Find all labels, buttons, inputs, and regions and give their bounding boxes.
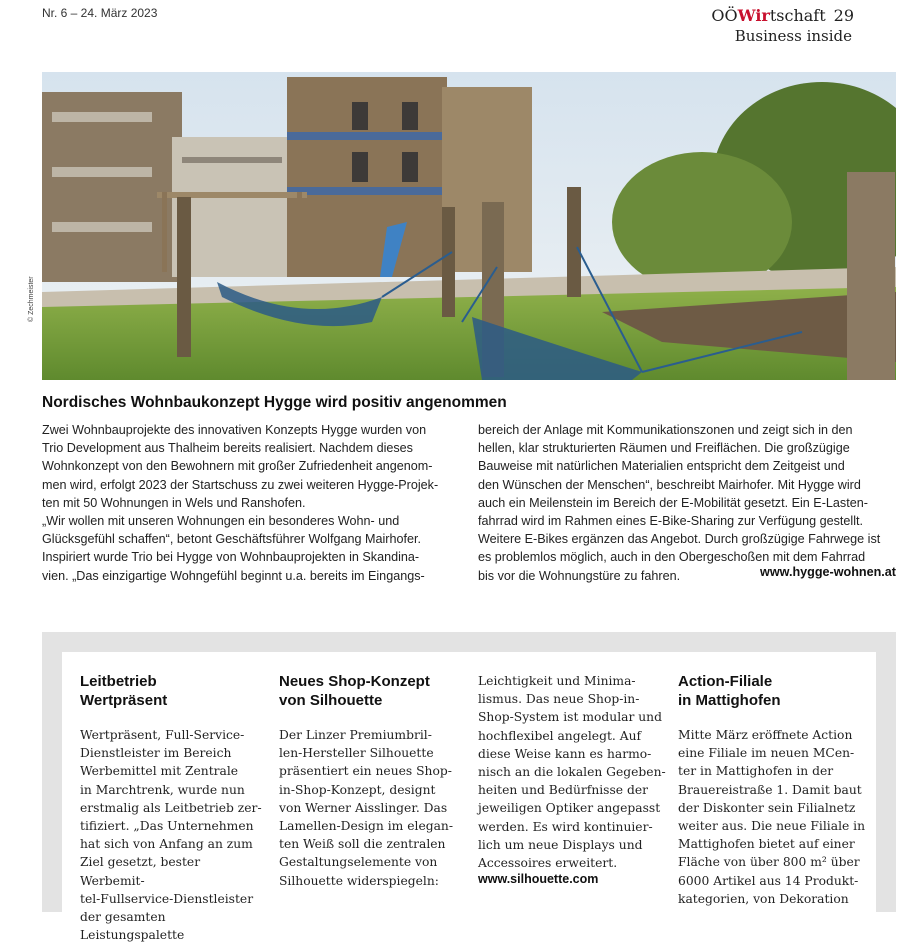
section-title: Business inside bbox=[734, 27, 852, 45]
news-heading-action: Action-Filiale in Mattighofen bbox=[678, 673, 781, 709]
news-text-silhouette-continued: Leichtigkeit und Minima- lismus. Das neue Shop-in- Shop-System ist modular und hochflexibel angelegt. Auf diese Weise kann es harmo- nisch an die lokalen Gegeben- heiten und Bedürfnisse der jeweiligen Optiker angepasst werden. Es wird kontinuier- lich um neue Displays und Accessoires erweitert. bbox=[478, 674, 666, 871]
photo-credit: © Zechmeister bbox=[28, 276, 35, 322]
news-heading-silhouette: Neues Shop-Konzept von Silhouette bbox=[279, 673, 430, 709]
news-text-action: Mitte März eröffnete Action eine Filiale im neuen MCen- ter in Mattighofen in der Brauereistraße 1. Damit baut der Diskonter sein Filialnetz weiter aus. Die neue Filiale in Mattighofen bietet auf einer Fläche von über 800 m² über 6000 Artikel aus 14 Produkt- kategorien, von Dekoration bbox=[678, 728, 866, 906]
news-text-silhouette: Der Linzer Premiumbril- len-Hersteller Silhouette präsentiert ein neues Shop- in-Shop-Konzept, designt von Werner Aisslinger. Das Lamellen-Design im elegan- ten Weiß soll die zentralen Gestaltungselemente von Silhouette widerspiegeln: bbox=[279, 728, 453, 888]
page-number: 29 bbox=[833, 6, 854, 25]
brand-highlight: Wir bbox=[737, 6, 770, 25]
news-text-wertpraesent: Wertpräsent, Full-Service- Dienstleister im Bereich Werbemittel mit Zentrale in Marchtrenk, wurde nun erstmalig als Leitbetrieb zer- tifiziert. „Das Unternehmen hat sich von Anfang an zum Ziel gesetzt, bester Werbemit- tel-Fullservice-Dienstleister der gesamten Leistungspalette bbox=[80, 728, 262, 943]
news-heading-wertpraesent: Leitbetrieb Wertpräsent bbox=[80, 673, 168, 709]
article-text-column-2: bereich der Anlage mit Kommunikationszonen und zeigt sich in den hellen, klar strukturierten Räumen und Freiflächen. Die großzügige Bauweise mit natürlichen Materialien entspricht dem Zeitgeist und den Wünschen der Menschen“, beschreibt Mairhofer. Mit Hygge wird auch ein Meilenstein im Bereich der E-Mobilität gesetzt. Ein E-Lasten- fahrrad wird im Rahmen eines E-Bike-Sharing zur Verfügung gestellt. Weitere E-Bikes ergänzen das Angebot. Durch großzügige Fahrwege ist es problemlos möglich, auch in den Obergeschoßen mit dem Fahrrad bis vor die Wohnungstüre zu fahren. bbox=[478, 423, 881, 583]
brand-suffix: tschaft bbox=[769, 6, 826, 25]
article-headline: Nordisches Wohnbaukonzept Hygge wird positiv angenommen bbox=[42, 394, 507, 411]
brand-prefix: OÖ bbox=[711, 6, 738, 25]
article-website-link[interactable]: www.hygge-wohnen.at bbox=[760, 565, 896, 579]
article-text-column-1: Zwei Wohnbauprojekte des innovativen Konzepts Hygge wurden von Trio Development aus Thalheim bereits realisiert. Nachdem dieses Wohnkonzept von den Bewohnern mit großer Zufriedenheit angenom- men wird, erfolgt 2023 der Startschuss zu zwei weiteren Hygge-Projek- ten mit 50 Wohnungen in Wels und Ranshofen. „Wir wollen mit unseren Wohnungen ein besonderes Wohn- und Glücksgefühl schaffen“, betont Geschäftsführer Wolfgang Mairhofer. Inspiriert wurde Trio bei Hygge von Wohnbauprojekten in Skandina- vien. „Das einzigartige Wohngefühl beginnt u.a. bereits im Eingangs- bbox=[42, 423, 439, 583]
article-photo bbox=[42, 72, 896, 380]
silhouette-website-link[interactable]: www.silhouette.com bbox=[478, 872, 599, 886]
issue-date: Nr. 6 – 24. März 2023 bbox=[42, 6, 158, 20]
masthead bbox=[711, 6, 854, 46]
